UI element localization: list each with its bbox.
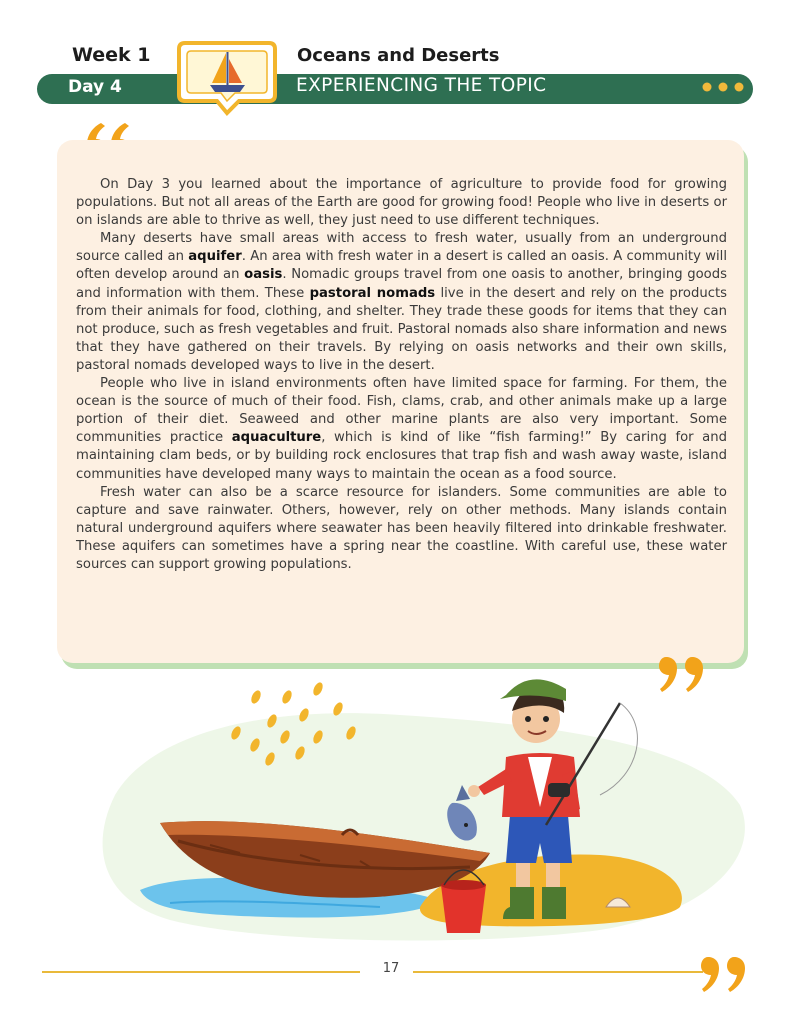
page-title: Oceans and Deserts bbox=[297, 45, 500, 66]
section-heading: EXPERIENCING THE TOPIC bbox=[296, 75, 547, 96]
term-aquaculture: aquaculture bbox=[231, 430, 322, 446]
card-body bbox=[76, 176, 727, 574]
paragraph-4: Fresh water can also be a scarce resource for islanders. Some communities are able to capture and save rainwater. Others, however, rely on other methods. Many islands contain natural underground aquifers where seawater has been heavily filtered into drinkable freshwater. These aquifers can sometimes have a spring near the coastline. With careful use, these water sources can support growing populations. bbox=[76, 484, 727, 572]
page-number: 17 bbox=[382, 961, 400, 976]
day-label: Day 4 bbox=[68, 77, 122, 97]
term-oasis: oasis bbox=[244, 267, 283, 283]
sailboat-icon bbox=[177, 37, 277, 117]
week-label: Week 1 bbox=[72, 44, 151, 66]
fisher-boy-illustration bbox=[0, 675, 800, 950]
footer-rule-right bbox=[413, 971, 703, 973]
paragraph-3: People who live in island environments often have limited space for farming. For them, the ocean is the source of much of their food. Fish, clams, crab, and other animals make up a large portion of their diet. Seaweed and other marine plants are also very important. Some communities practice aquaculture, which is kind of like “fish farming!” By caring for and maintaining clam beds, or by building rock enclosures that trap fish and wash away waste, island communities have developed many ways to maintain the ocean as a food source. bbox=[76, 376, 727, 482]
more-dots-icon bbox=[700, 80, 746, 94]
term-pastoral-nomads: pastoral nomads bbox=[309, 285, 436, 301]
term-aquifer: aquifer bbox=[188, 249, 242, 265]
footer-rule-left bbox=[42, 971, 360, 973]
paragraph-2: Many deserts have small areas with access to fresh water, usually from an underground source called an aquifer. An area with fresh water in a desert is called an oasis. A community will often develop around an oasis. Nomadic groups travel from one oasis to another, bringing goods and information with them. These pastoral nomads live in the desert and rely on the products from their animals for food, clothing, and shelter. They trade these goods for items that they can not produce, such as fresh vegetables and fruit. Pastoral nomads also share information and news that they have gathered on their travels. By relying on oasis networks and their own skills, pastoral nomads developed ways to live in the desert. bbox=[76, 231, 727, 373]
close-quote-icon bbox=[700, 952, 754, 997]
paragraph-1: On Day 3 you learned about the importance of agriculture to provide food for growing populations. But not all areas of the Earth are good for growing food! People who live in deserts or on islands are able to thrive as well, they just need to use different techniques. bbox=[76, 177, 727, 229]
